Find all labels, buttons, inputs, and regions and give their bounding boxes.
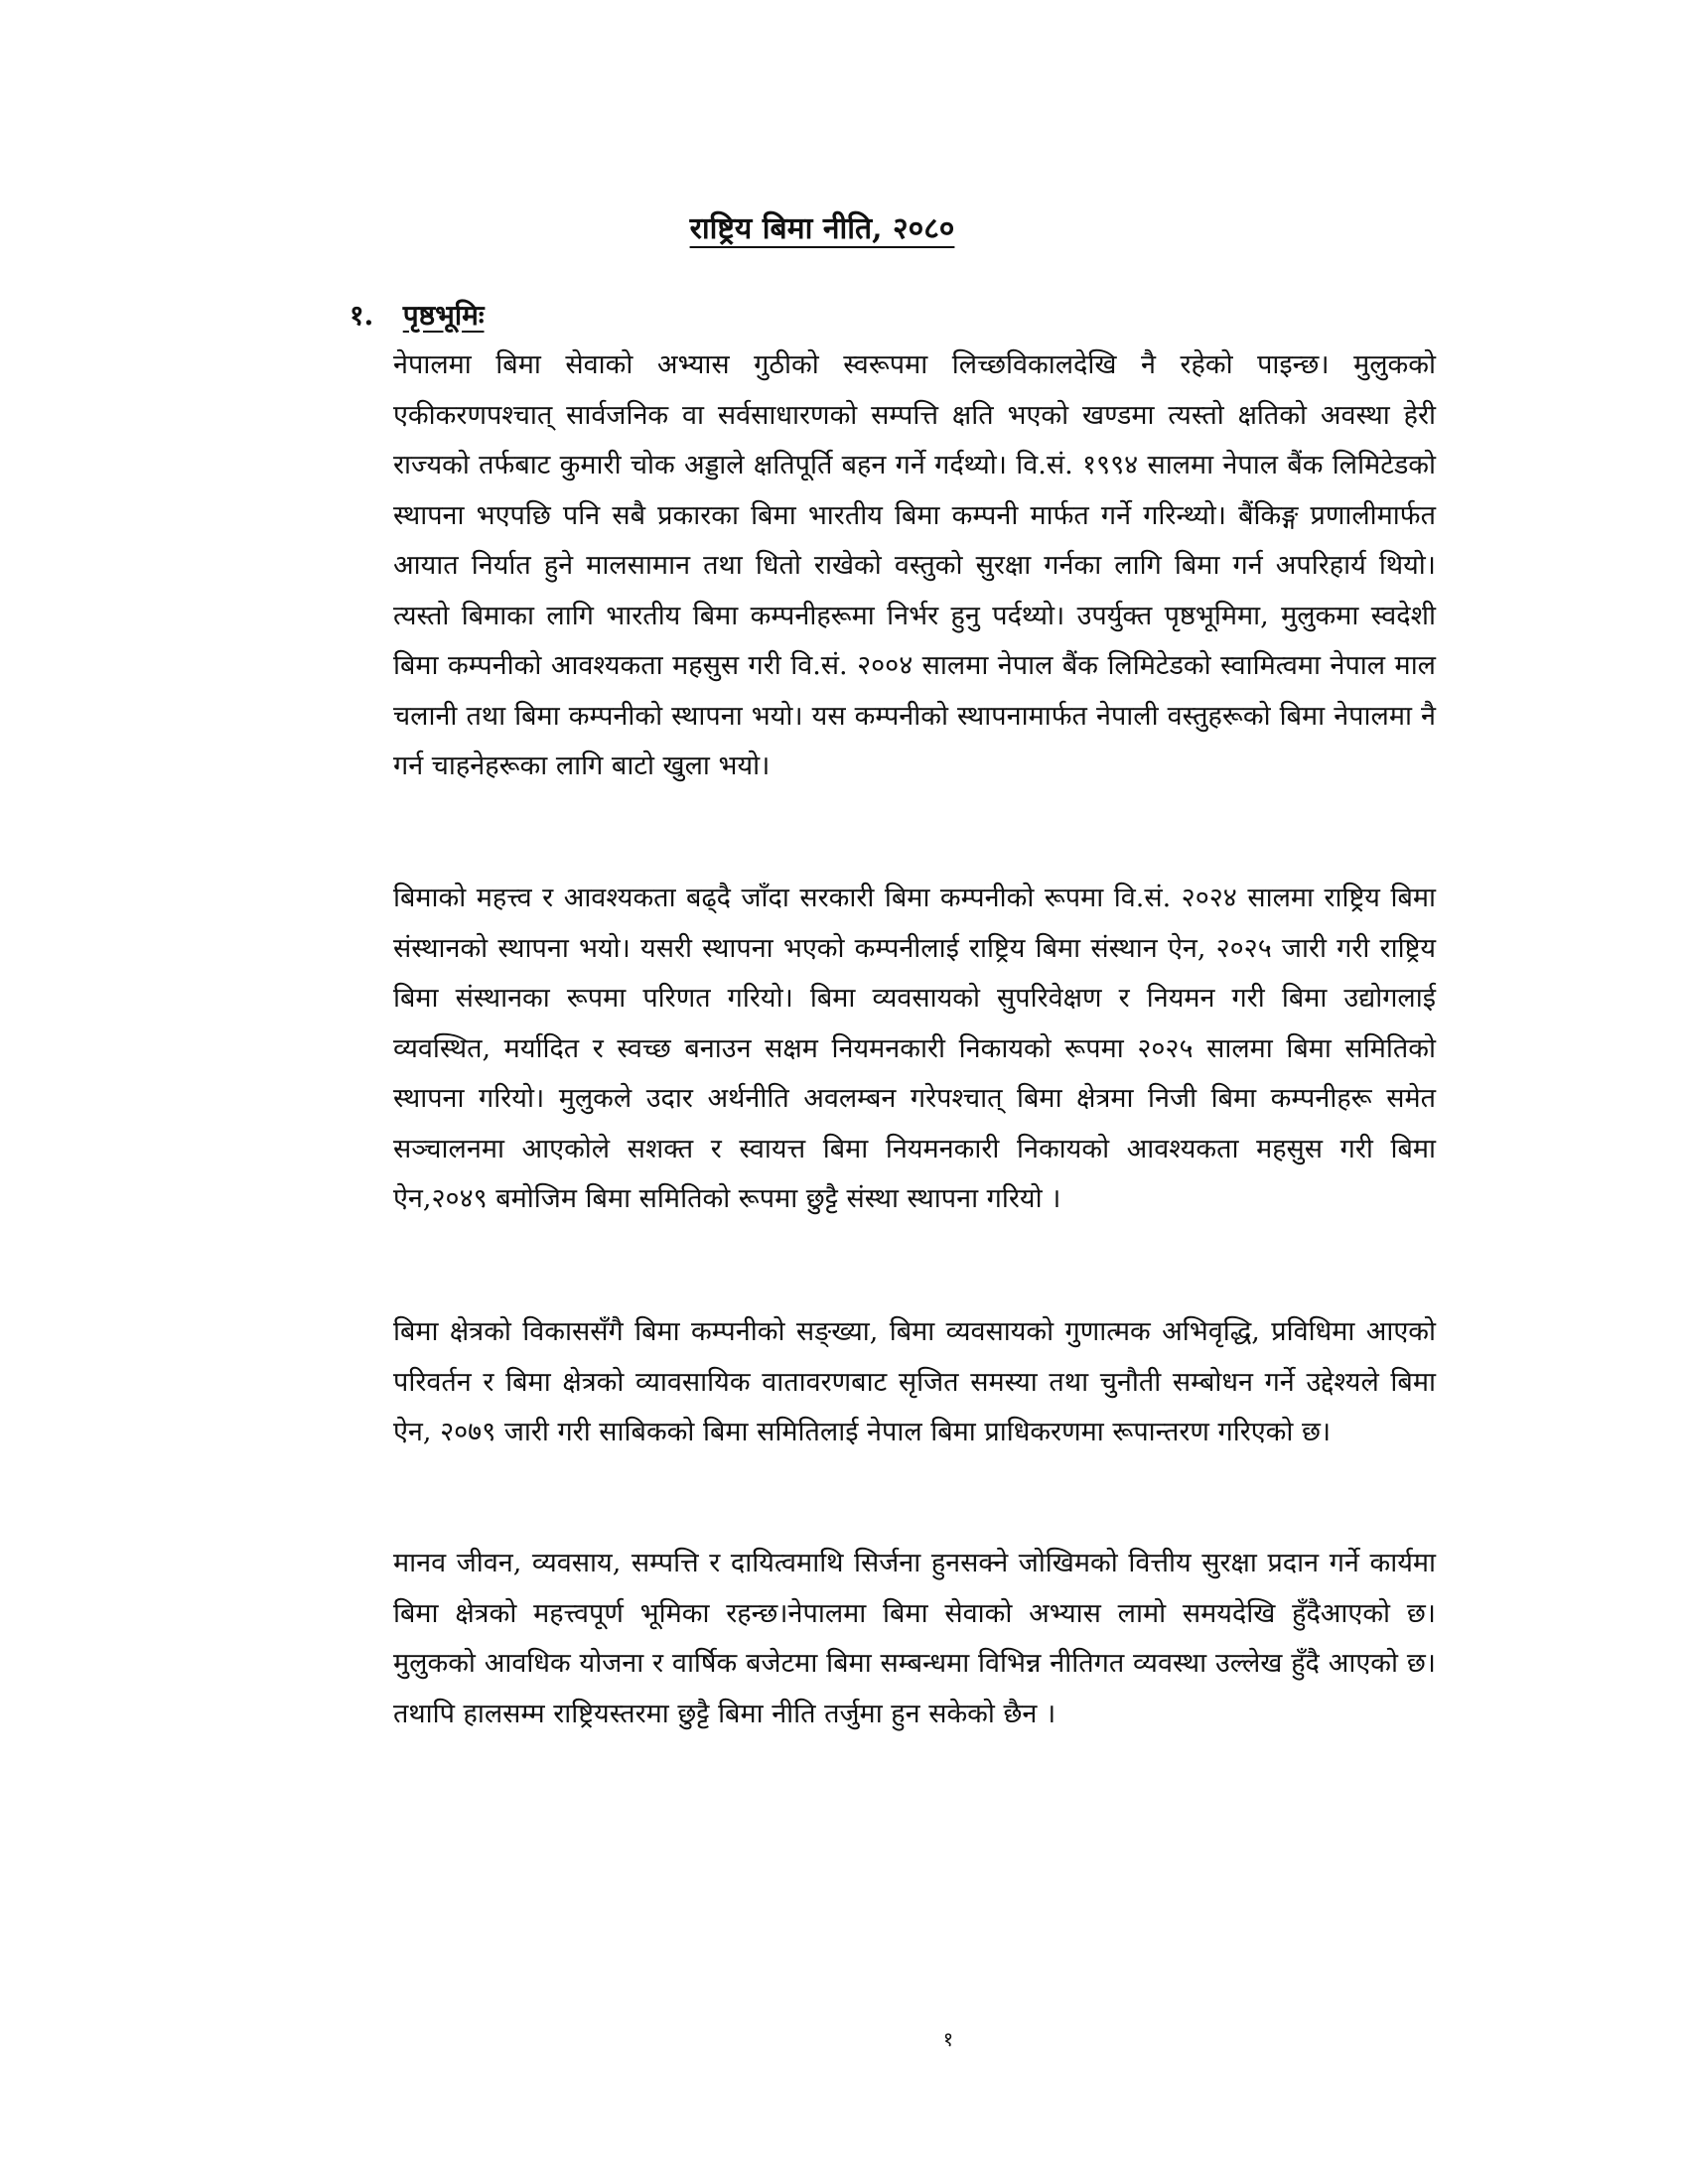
section-number: १. [350, 299, 374, 332]
page-number: १ [942, 2027, 954, 2051]
paragraph-background-history: नेपालमा बिमा सेवाको अभ्यास गुठीको स्वरूपमा लिच्छविकालदेखि नै रहेको पाइन्छ। मुलुकको एकीकरणपश्चात् सार्वजनिक वा सर्वसाधारणको सम्पत्ति क्षति भएको खण्डमा त्यस्तो क्षतिको अवस्था हेरी राज्यको तर्फबाट कुमारी चोक अड्डाले क्षतिपूर्ति बहन गर्ने गर्दथ्यो। वि.सं. १९९४ सालमा नेपाल बैंक लिमिटेडको स्थापना भएपछि पनि सबै प्रकारका बिमा भारतीय बिमा कम्पनी मार्फत गर्ने गरिन्थ्यो। बैंकिङ्ग प्रणालीमार्फत आयात निर्यात हुने मालसामान तथा धितो राखेको वस्तुको सुरक्षा गर्नका लागि बिमा गर्न अपरिहार्य थियो। त्यस्तो बिमाका लागि भारतीय बिमा कम्पनीहरूमा निर्भर हुनु पर्दथ्यो। उपर्युक्त पृष्ठभूमिमा, मुलुकमा स्वदेशी बिमा कम्पनीको आवश्यकता महसुस गरी वि.सं. २००४ सालमा नेपाल बैंक लिमिटेडको स्वामित्वमा नेपाल माल चलानी तथा बिमा कम्पनीको स्थापना भयो। यस कम्पनीको स्थापनामार्फत नेपाली वस्तुहरूको बिमा नेपालमा नै गर्न चाहनेहरूका लागि बाटो खुला भयो। [393, 349, 1436, 781]
section-heading-text: पृष्ठभूमिः [402, 299, 485, 332]
paragraph-policy-need: मानव जीवन, व्यवसाय, सम्पत्ति र दायित्वमाथि सिर्जना हुनसक्ने जोखिमको वित्तीय सुरक्षा प्रदान गर्ने कार्यमा बिमा क्षेत्रको महत्त्वपूर्ण भूमिका रहन्छ।नेपालमा बिमा सेवाको अभ्यास लामो समयदेखि हुँदैआएको छ। मुलुकको आवधिक योजना र वार्षिक बजेटमा बिमा सम्बन्धमा विभिन्न नीतिगत व्यवस्था उल्लेख हुँदै आएको छ। तथापि हालसम्म राष्ट्रियस्तरमा छुट्टै बिमा नीति तर्जुमा हुन सकेको छैन । [393, 1548, 1436, 1729]
section-heading [350, 296, 484, 334]
paragraph-insurance-authority: बिमा क्षेत्रको विकाससँगै बिमा कम्पनीको सङ्ख्या, बिमा व्यवसायको गुणात्मक अभिवृद्धि, प्रविधिमा आएको परिवर्तन र बिमा क्षेत्रको व्यावसायिक वातावरणबाट सृजित समस्या तथा चुनौती सम्बोधन गर्ने उद्देश्यले बिमा ऐन, २०७९ जारी गरी साबिकको बिमा समितिलाई नेपाल बिमा प्राधिकरणमा रूपान्तरण गरिएको छ। [393, 1316, 1436, 1447]
document-title: राष्ट्रिय बिमा नीति, २०८० [689, 211, 955, 246]
paragraph-national-insurance-corporation: बिमाको महत्त्व र आवश्यकता बढ्दै जाँदा सरकारी बिमा कम्पनीको रूपमा वि.सं. २०२४ सालमा राष्ट्रिय बिमा संस्थानको स्थापना भयो। यसरी स्थापना भएको कम्पनीलाई राष्ट्रिय बिमा संस्थान ऐन, २०२५ जारी गरी राष्ट्रिय बिमा संस्थानका रूपमा परिणत गरियो। बिमा व्यवसायको सुपरिवेक्षण र नियमन गरी बिमा उद्योगलाई व्यवस्थित, मर्यादित र स्वच्छ बनाउन सक्षम नियमनकारी निकायको रूपमा २०२५ सालमा बिमा समितिको स्थापना गरियो। मुलुकले उदार अर्थनीति अवलम्बन गरेपश्चात् बिमा क्षेत्रमा निजी बिमा कम्पनीहरू समेत सञ्चालनमा आएकोले सशक्त र स्वायत्त बिमा नियमनकारी निकायको आवश्यकता महसुस गरी बिमा ऐन,२०४९ बमोजिम बिमा समितिको रूपमा छुट्टै संस्था स्थापना गरियो । [393, 883, 1436, 1214]
